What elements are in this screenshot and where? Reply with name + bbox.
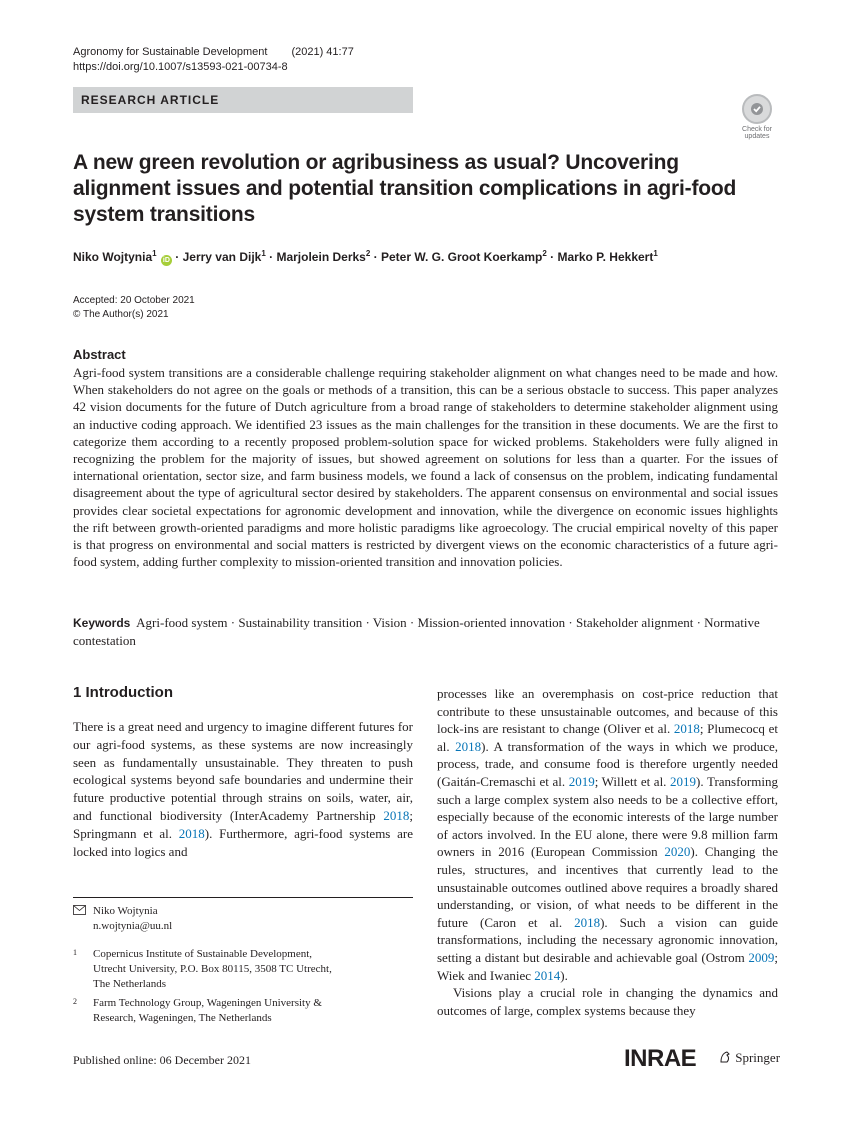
citation-link[interactable]: 2019 — [568, 773, 595, 789]
affiliation-number: 1 — [73, 948, 77, 957]
author-affiliation: 1 — [152, 249, 157, 258]
author-affiliation: 2 — [365, 249, 371, 258]
citation-link[interactable]: 2018 — [383, 807, 410, 823]
affiliation-number: 2 — [73, 997, 77, 1006]
author-list: Niko Wojtynia$^1$ iD · Jerry van Dijk$^1$ · Marjolein Derks$^2$ · Peter W. G. Groot Koerkamp$^2$ · Marko P. Hekkert$^1$ — [73, 249, 658, 264]
accepted-date: Accepted: 20 October 2021 — [73, 295, 195, 306]
paragraph: processes like an overemphasis on cost-price reduction that contribute to these unsustainable outcomes, and because of this lock-ins are resistant to change (Oliver et al. 2018; Plumecocq et al. 2018). A transformation of the ways in which we produce, process, trade, and consume food is therefore urgently needed (Gaitán-Cremaschi et al. 2019; Willett et al. 2019). Transforming such a large complex system also needs to be a collective effort, especially because of the economic interests of the large number of actors involved. In the EU alone, there were 9.8 million farm owners in 2016 (European Commission 2020). Changing the rules, structures, and incentives that currently lead to the unsustainable outcomes outlined above requires a broadly shared understanding, or vision, of what needs to be different in the future (Caron et al. 2018). Such a vision can guide transformations, including the necessary agronomic innovation, setting a distant but desirable and achievable goal (Ostrom 2009; Wiek and Iwaniec 2014). — [437, 686, 778, 983]
author-name[interactable]: Marjolein Derks — [276, 250, 366, 264]
journal-header — [73, 45, 354, 75]
check-for-updates-badge[interactable] — [736, 94, 778, 140]
author-name[interactable]: Niko Wojtynia — [73, 250, 153, 264]
author-affiliation: 2 — [542, 249, 547, 258]
author-name[interactable]: Marko P. Hekkert — [557, 250, 654, 264]
journal-name: Agronomy for Sustainable Development — [73, 46, 268, 58]
citation-link[interactable]: 2019 — [670, 773, 697, 789]
contact-name: Niko Wojtynia — [93, 905, 158, 917]
author-affiliation: 1 — [261, 249, 266, 258]
citation-link[interactable]: 2018 — [574, 914, 601, 930]
citation-link[interactable]: 2018 — [455, 738, 482, 754]
citation-link[interactable]: 2018 — [673, 721, 700, 737]
footnote-divider — [73, 897, 413, 898]
springer-horse-icon — [718, 1050, 735, 1065]
affiliation-2: 2 Farm Technology Group, Wageningen University & Research, Wageningen, The Netherlands — [73, 996, 413, 1026]
paragraph: Visions play a crucial role in changing the dynamics and outcomes of large, complex systems because they — [437, 985, 778, 1018]
citation-link[interactable]: 2018 — [178, 825, 205, 841]
check-updates-label: Check for updates — [742, 126, 772, 140]
author-name[interactable]: Peter W. G. Groot Koerkamp — [380, 250, 543, 264]
doi-link[interactable]: https://doi.org/10.1007/s13593-021-00734-8 — [73, 61, 288, 73]
contact-email[interactable]: n.wojtynia@uu.nl — [93, 920, 173, 932]
citation-link[interactable]: 2009 — [748, 949, 775, 965]
author-name[interactable]: Jerry van Dijk — [182, 250, 262, 264]
abstract-text: Agri-food system transitions are a considerable challenge requiring stakeholder alignment on what changes need to be made and how. When stakeholders do not agree on the goals or methods of a transition, this can be a serious obstacle to success. This paper analyzes 42 vision documents for the future of Dutch agriculture from a broad range of stakeholders to determine stakeholder alignment using an inductive coding approach. We identified 23 issues as the main challenges for the transition in these documents. We are the first to categorize them according to a recently proposed problem-solution space for wicked problems. Stakeholders were fully aligned in recognizing the problem for the majority of issues, but showed agreement on solutions for less than a quarter. For the issues of international orientation, sector size, and farm business models, we found a lack of consensus on the problem, indicating fundamental disagreement about the type of agricultural sector desired by stakeholders. The apparent consensus on environmental and social issues provides clear societal expectations for agronomic development and innovation, while the divergence on economic issues highlights the rift between growth-oriented paradigms and more holistic paradigms like agroecology. The crucial empirical novelty of this paper is that progress on environmental and social matters is restricted by divergent views on the economic characteristics of a future agri-food system, adding further complexity to mission-oriented transition and innovation policies. — [73, 365, 778, 570]
introduction-right-column — [437, 685, 778, 1019]
abstract-heading: Abstract — [73, 347, 126, 362]
check-updates-icon — [742, 94, 772, 124]
citation-link[interactable]: 2014 — [534, 967, 561, 983]
author-affiliation: 1 — [653, 249, 658, 258]
citation-link[interactable]: 2020 — [664, 844, 691, 860]
affiliation-1: 1 Copernicus Institute of Sustainable Development, Utrecht University, P.O. Box 80115, 3508 TC Utrecht, The Netherlands — [73, 947, 413, 992]
keywords-list: Agri-food system · Sustainability transition · Vision · Mission-oriented innovation · Stakeholder alignment · Normative contestation — [73, 615, 760, 648]
keywords-label: Keywords — [73, 616, 131, 630]
published-online-date: Published online: 06 December 2021 — [73, 1053, 251, 1067]
introduction-heading: 1 Introduction — [73, 684, 173, 701]
volume-info: (2021) 41:77 — [291, 46, 354, 58]
publication-dates — [73, 294, 195, 322]
article-type-banner: RESEARCH ARTICLE — [73, 87, 413, 113]
springer-logo — [718, 1050, 780, 1066]
copyright-line: © The Author(s) 2021 — [73, 309, 169, 320]
orcid-icon[interactable]: iD — [162, 257, 170, 264]
corresponding-author — [73, 904, 172, 934]
springer-name: Springer — [735, 1050, 781, 1065]
article-title: A new green revolution or agribusiness as usual? Uncovering alignment issues and potential transition complications in agri-food system transitions — [73, 151, 737, 226]
inrae-logo: INRAE — [624, 1045, 697, 1072]
introduction-left-column: There is a great need and urgency to imagine different futures for our agri-food systems, as these systems are now increasingly seen as fundamentally unsustainable. They threaten to push ecological systems beyond safe boundaries and undermine their future productive potential through strains on soils, water, air, and functional biodiversity (InterAcademy Partnership 2018; Springmann et al. 2018). Furthermore, agri-food systems are locked into logics and — [73, 719, 413, 859]
envelope-icon — [73, 905, 86, 920]
keywords — [73, 614, 778, 650]
